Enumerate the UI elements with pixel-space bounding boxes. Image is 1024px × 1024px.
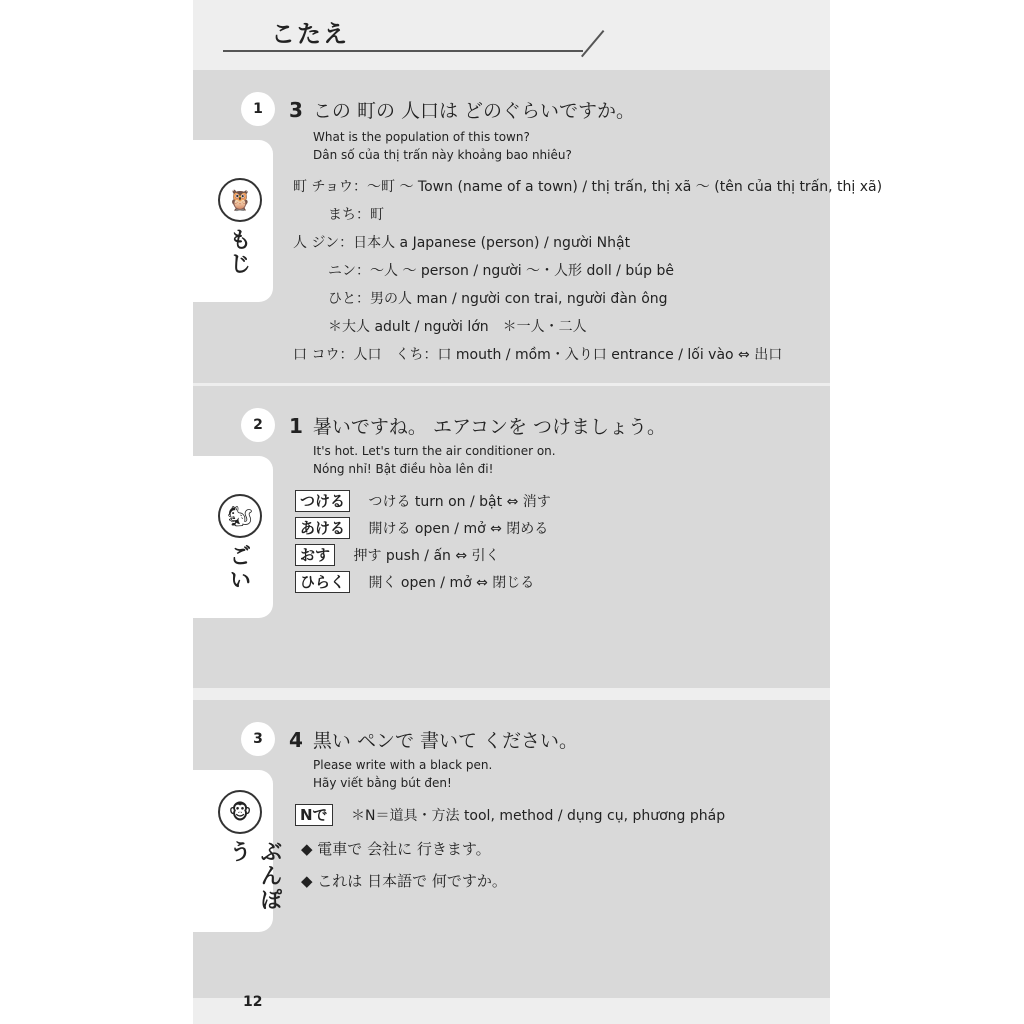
sentence-text: この 町の 人口は どのぐらいですか。 [312,100,636,122]
grammar-rule: ＊N＝道具・方法 tool, method / dụng cụ, phương pháp [351,808,726,824]
header-underline [223,50,583,52]
english-translation: What is the population of this town? [313,130,530,144]
english-translation: Please write with a black pen. [313,758,493,772]
vietnamese-translation: Hãy viết bằng bút đen! [313,776,452,790]
answer-panel-1 [193,70,883,383]
question-sentence [289,412,666,439]
grammar-row [295,804,725,826]
answer-number: 1 [289,414,303,438]
kanji-row: 町 チョウ：～町 ～ Town (name of a town) / thị trấn, thị xã ～ (tên của thị trấn, thị xã) [293,179,883,195]
tab-label: もじ [226,228,251,276]
kanji-row: 口 コウ：人口 くち：口 mouth / mồm・入り口 entrance / lối vào ⇔ 出口 [293,347,783,363]
sentence-text: 暑いですね。 エアコンを つけましょう。 [312,416,667,438]
kanji-row: ＊大人 adult / người lớn ＊一人・二人 [328,319,587,335]
answer-number: 4 [289,728,303,752]
example-sentence: ◆ 電車で 会社に 行きます。 [301,840,491,858]
page [193,0,883,1024]
category-tab-bunpou [193,770,282,932]
answer-number: 3 [289,98,303,122]
squirrel-icon: 🐿 [218,494,262,538]
question-sentence [289,726,578,753]
monkey-icon: 🐵 [218,790,262,834]
page-title: こたえ [271,20,349,48]
category-tab-goi [193,456,273,618]
vietnamese-translation: Dân số của thị trấn này khoảng bao nhiêu? [313,148,572,162]
answer-panel-3 [193,700,830,998]
page-number: 12 [243,994,263,1010]
header-slash [581,30,604,57]
vocab-box: あける [295,517,350,539]
vocab-row [295,490,551,512]
question-number: 2 [241,408,275,442]
vocab-row [295,571,534,593]
owl-icon: 🦉 [218,178,262,222]
vocab-row [295,517,548,539]
kanji-row: ひと：男の人 man / người con trai, người đàn ông [328,291,668,307]
vocab-text: 開く open / mở ⇔ 閉じる [368,575,535,591]
vietnamese-translation: Nóng nhỉ! Bật điều hòa lên đi! [313,462,494,476]
vocab-row [295,544,500,566]
example-sentence: ◆ これは 日本語で 何ですか。 [301,872,507,890]
grammar-box: Nで [295,804,333,826]
kanji-row: 人 ジン：日本人 a Japanese (person) / người Nhật [293,235,631,251]
english-translation: It's hot. Let's turn the air conditioner on. [313,444,556,458]
question-sentence [289,96,635,123]
vocab-box: つける [295,490,350,512]
category-tab-moji [193,140,273,302]
vocab-text: 開ける open / mở ⇔ 閉める [368,521,549,537]
question-number: 1 [241,92,275,126]
vocab-box: ひらく [295,571,350,593]
tab-label: ぶんぽう [226,840,282,912]
tab-label: ごい [226,544,251,592]
vocab-text: 押す push / ấn ⇔ 引く [353,548,500,564]
sentence-text: 黒い ペンで 書いて ください。 [312,730,579,752]
kanji-row: まち：町 [328,207,384,223]
vocab-box: おす [295,544,335,566]
question-number: 3 [241,722,275,756]
vocab-text: つける turn on / bật ⇔ 消す [368,494,551,510]
kanji-row: ニン：～人 ～ person / người ～・人形 doll / búp bê [328,263,674,279]
answer-panel-2 [193,386,830,688]
header [193,0,830,68]
